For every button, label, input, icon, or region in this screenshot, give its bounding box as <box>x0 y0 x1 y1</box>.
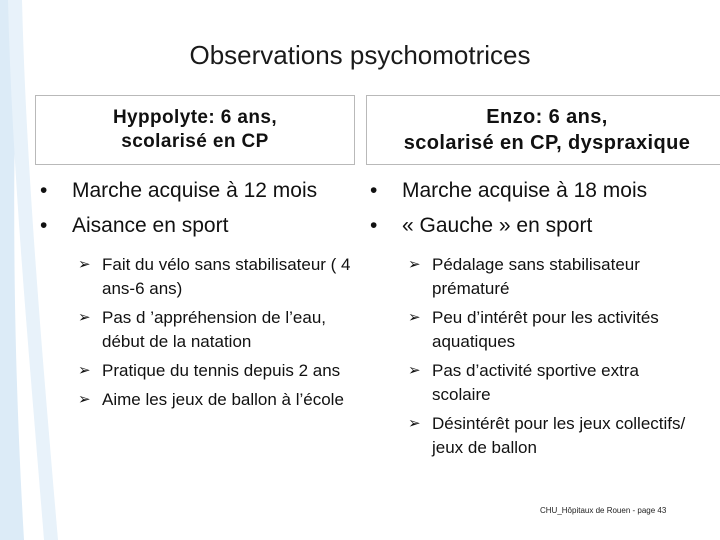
footer-credit: CHU_Hôpitaux de Rouen - page 43 <box>540 506 667 515</box>
bullet-icon: • <box>40 214 48 237</box>
list-item: ➢ Pas d ’appréhension de l’eau, début de la natation <box>78 308 326 351</box>
list-item: ➢ Désintérêt pour les jeux collectifs/ jeux de ballon <box>408 414 686 457</box>
list-item: ➢ Peu d’intérêt pour les activités aquatiques <box>408 308 659 351</box>
right-header-line1: Enzo: 6 ans, <box>486 106 608 128</box>
arrow-bullet-icon: ➢ <box>78 256 91 273</box>
right-bullet-list <box>368 176 698 241</box>
list-item: ➢ Fait du vélo sans stabilisateur ( 4 ans-6 ans) <box>78 255 351 298</box>
left-bullet-list <box>38 176 358 241</box>
bullet-icon: • <box>370 179 378 202</box>
bullet-icon: • <box>370 214 378 237</box>
list-item: ➢ Pédalage sans stabilisateur prématuré <box>408 255 640 298</box>
list-item: ➢ Pratique du tennis depuis 2 ans <box>38 359 358 383</box>
bullet-icon: • <box>40 179 48 202</box>
arrow-bullet-icon: ➢ <box>408 309 421 326</box>
arrow-bullet-icon: ➢ <box>78 391 91 408</box>
list-item: • Marche acquise à 18 mois <box>368 176 698 206</box>
list-item: • Marche acquise à 12 mois <box>38 176 358 206</box>
slide-title: Observations psychomotrices <box>189 40 531 70</box>
arrow-bullet-icon: ➢ <box>408 415 421 432</box>
right-header-line2: scolarisé en CP, dyspraxique <box>403 132 691 154</box>
right-subitem-list <box>368 253 698 460</box>
left-header-box <box>35 95 355 165</box>
left-header-line2: scolarisé en CP <box>121 131 269 152</box>
arrow-bullet-icon: ➢ <box>408 256 421 273</box>
arrow-bullet-icon: ➢ <box>408 362 421 379</box>
list-item: • « Gauche » en sport <box>368 211 698 241</box>
right-column <box>368 176 698 465</box>
list-item: ➢ Aime les jeux de ballon à l’école <box>38 388 358 412</box>
list-item: • Aisance en sport <box>38 211 358 241</box>
left-header-line1: Hyppolyte: 6 ans, <box>112 107 278 128</box>
left-subitem-list <box>38 253 358 412</box>
left-column <box>38 176 358 417</box>
list-item: ➢ Pas d’activité sportive extra scolaire <box>408 361 639 404</box>
right-header-box <box>366 95 720 165</box>
arrow-bullet-icon: ➢ <box>78 362 91 379</box>
arrow-bullet-icon: ➢ <box>78 309 91 326</box>
